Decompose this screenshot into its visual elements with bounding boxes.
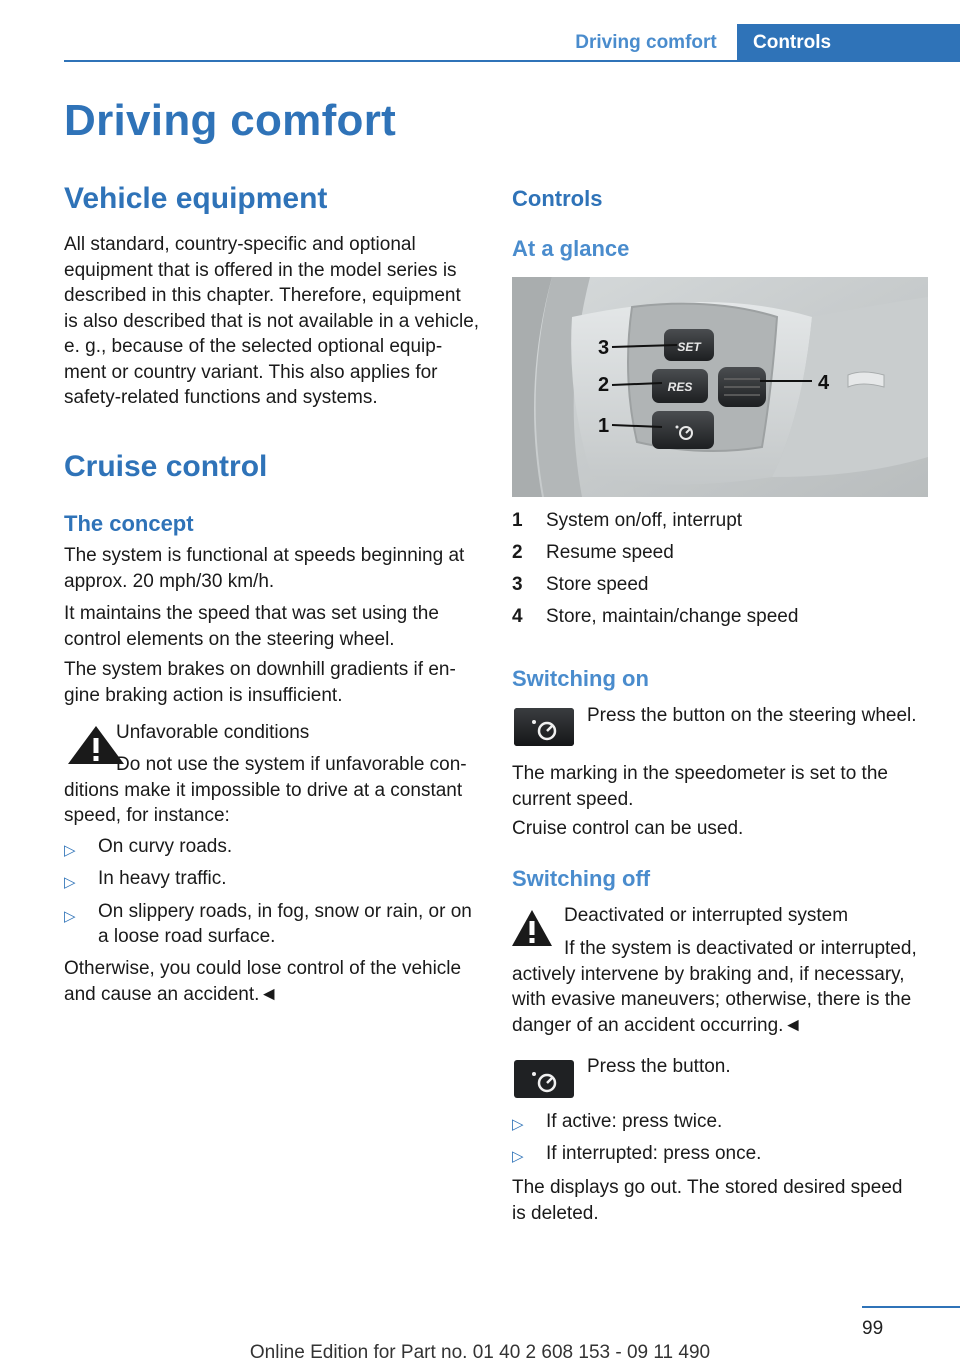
text-line: It maintains the speed that was set using the [64, 603, 439, 624]
wheel-set-button-label: SET [677, 340, 701, 354]
switching-on-instruction: Press the button on the steering wheel. [587, 705, 917, 726]
vehicle-equipment-paragraph [64, 232, 479, 411]
text-line: The marking in the speedometer is set to the [512, 763, 888, 784]
legend-text: System on/off, interrupt [546, 510, 743, 531]
page-number: 99 [862, 1318, 884, 1339]
text-line: ment or country variant. This also applies for [64, 361, 438, 383]
text-line: safety-related functions and systems. [64, 387, 378, 408]
switching-off-warning-title: Deactivated or interrupted system [564, 905, 849, 926]
bullet-arrow-icon: ▷ [512, 1148, 524, 1165]
footer-edition: Online Edition for Part no. 01 40 2 608 153 - 09 11 490 [249, 1342, 711, 1363]
heading-switching-on: Switching on [512, 666, 649, 691]
bullet-arrow-icon: ▷ [64, 874, 76, 891]
heading-at-a-glance: At a glance [512, 236, 630, 261]
footer-rule [862, 1306, 960, 1308]
text-line: The displays go out. The stored desired speed [512, 1177, 903, 1198]
list-item: In heavy traffic. [98, 868, 227, 889]
page-title: Driving comfort [64, 96, 397, 145]
list-item-continuation: a loose road surface. [98, 926, 276, 947]
bullet-arrow-icon: ▷ [512, 1116, 524, 1133]
switching-off-warning-paragraph [512, 936, 930, 1038]
switching-off-instruction: Press the button. [587, 1056, 731, 1077]
list-item: On slippery roads, in fog, snow or rain, or on [98, 901, 472, 922]
legend-number: 3 [512, 574, 523, 595]
header-tab-controls: Controls [737, 24, 960, 62]
text-line: approx. 20 mph/30 km/h. [64, 570, 275, 592]
legend-number: 1 [512, 510, 523, 531]
bullet-arrow-icon: ▷ [64, 908, 76, 925]
switching-off-closing [512, 1175, 902, 1226]
concept-paragraph-3 [64, 657, 456, 708]
legend-text: Resume speed [546, 542, 674, 563]
text-line: current speed. [512, 788, 634, 810]
text-line: Do not use the system if unfavorable con- [116, 754, 467, 775]
legend-number: 4 [512, 606, 523, 627]
wheel-res-button-label: RES [667, 380, 693, 394]
warning-title: Unfavorable conditions [116, 722, 310, 743]
text-line: All standard, country-specific and optional [64, 234, 416, 255]
heading-the-concept: The concept [64, 511, 194, 536]
text-line: e. g., because of the selected optional equip- [64, 336, 443, 357]
list-item: If interrupted: press once. [546, 1143, 762, 1164]
steering-wheel-controls-image [512, 277, 928, 497]
heading-switching-off: Switching off [512, 866, 651, 891]
cruise-button-icon [512, 1058, 576, 1100]
text-line: described in this chapter. Therefore, equipment [64, 285, 461, 306]
list-item: On curvy roads. [98, 836, 233, 857]
text-line: is also described that is not available in a vehicle, [64, 310, 480, 332]
text-line: with evasive maneuvers; otherwise, there is the [512, 989, 912, 1010]
list-item: If active: press twice. [546, 1111, 723, 1132]
text-line: actively intervene by braking and, if necessary, [512, 963, 905, 985]
cruise-button-icon [512, 706, 576, 748]
text-line: danger of an accident occurring.◄ [512, 1014, 803, 1036]
concept-paragraph-1 [64, 543, 464, 594]
text-line: speed, for instance: [64, 805, 230, 826]
legend-text: Store, maintain/change speed [546, 606, 799, 627]
heading-vehicle-equipment: Vehicle equipment [64, 182, 328, 215]
text-line: control elements on the steering wheel. [64, 628, 395, 650]
switching-on-note: Cruise control can be used. [512, 818, 744, 839]
legend-number: 2 [512, 542, 523, 563]
concept-paragraph-2 [64, 601, 439, 652]
warning-paragraph [64, 752, 467, 829]
callout-4: 4 [818, 372, 830, 394]
text-line: equipment that is offered in the model series is [64, 259, 457, 281]
text-line: gine braking action is insufficient. [64, 684, 343, 706]
closing-paragraph [64, 956, 461, 1007]
legend-text: Store speed [546, 574, 649, 595]
text-line: If the system is deactivated or interrupted, [564, 938, 917, 959]
text-line: Otherwise, you could lose control of the vehicle [64, 958, 462, 979]
text-line: The system brakes on downhill gradients if en- [64, 659, 456, 680]
text-line: The system is functional at speeds beginning at [64, 545, 465, 566]
bullet-arrow-icon: ▷ [64, 842, 76, 859]
callout-2: 2 [598, 374, 610, 396]
text-line: is deleted. [512, 1202, 599, 1224]
callout-3: 3 [598, 337, 610, 359]
callout-1: 1 [598, 415, 610, 437]
heading-controls: Controls [512, 186, 603, 211]
text-line: ditions make it impossible to drive at a constant [64, 779, 463, 801]
header-section-label: Driving comfort [575, 32, 717, 53]
heading-cruise-control: Cruise control [64, 450, 268, 483]
header-rule [64, 60, 960, 62]
text-line: and cause an accident.◄ [64, 983, 279, 1005]
switching-on-paragraph [512, 761, 888, 812]
